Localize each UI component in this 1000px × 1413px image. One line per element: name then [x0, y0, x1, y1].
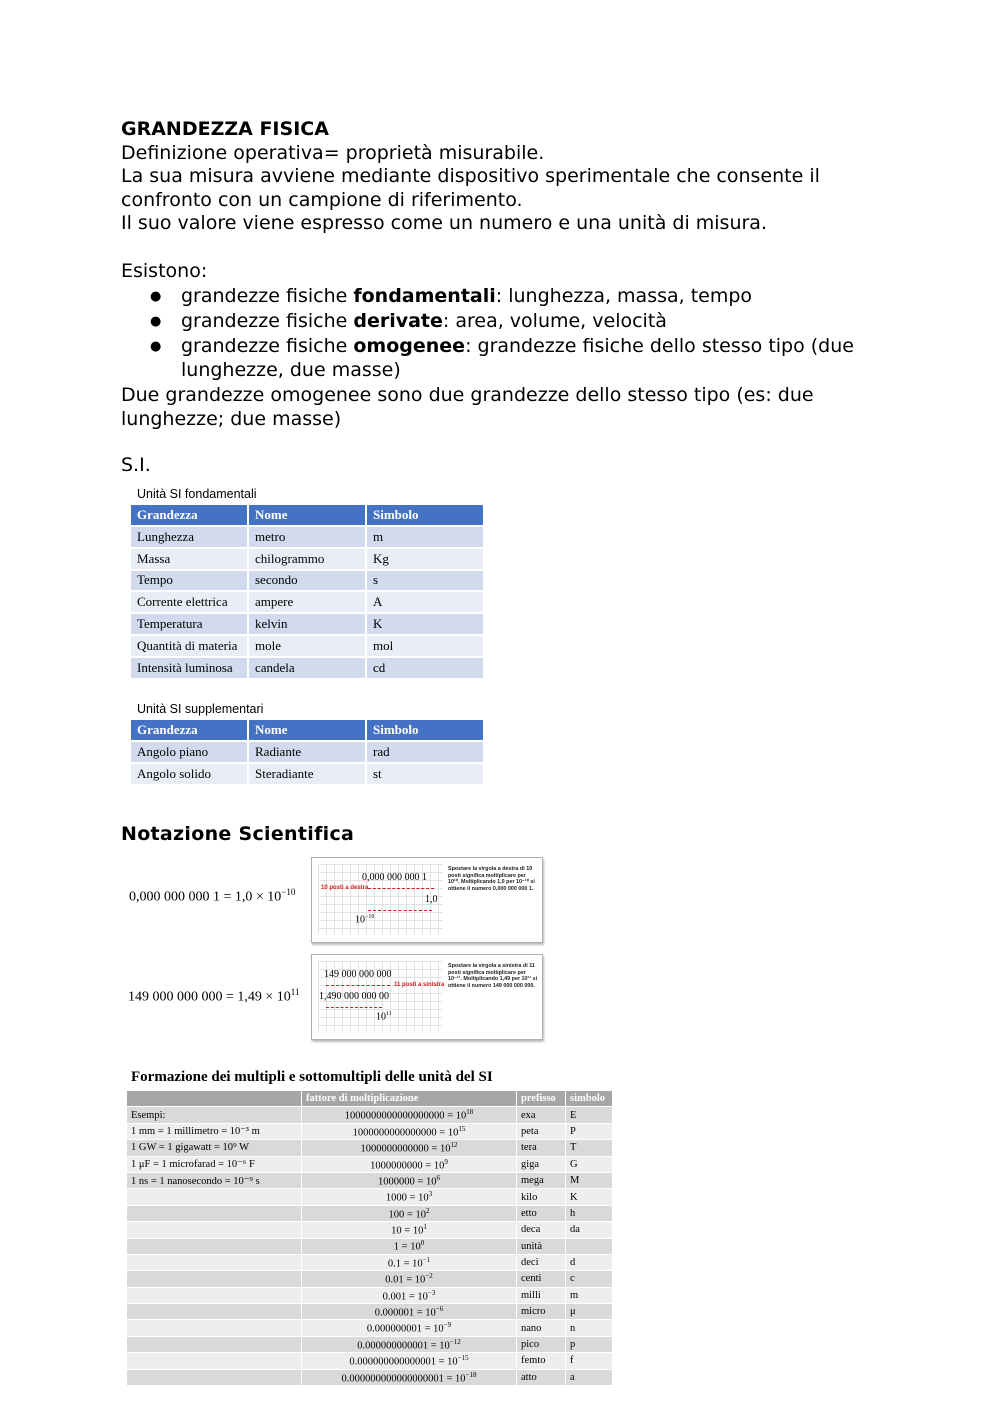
table-cell: Corrente elettrica: [131, 592, 247, 612]
factor-exponent: −18: [465, 1370, 477, 1379]
symbol-cell: da: [566, 1222, 612, 1237]
column-header: Grandezza: [131, 505, 247, 525]
column-header: Simbolo: [367, 720, 483, 740]
multipli-body: [127, 1107, 612, 1385]
grid-power: [355, 914, 374, 925]
prefix-cell: centi: [517, 1271, 565, 1286]
factor-base: 0.000000000000000001 = 10: [341, 1373, 466, 1385]
table-row: [127, 1107, 612, 1122]
column-header: [127, 1091, 301, 1106]
prefix-cell: micro: [517, 1304, 565, 1319]
table-row: [127, 1353, 612, 1368]
table-row: [127, 1157, 612, 1172]
symbol-cell: m: [566, 1288, 612, 1303]
table-cell: Massa: [131, 549, 247, 569]
equation-2: [128, 987, 299, 1006]
factor-exponent: 2: [425, 1206, 430, 1215]
example-cell: [127, 1206, 301, 1221]
table-cell: metro: [249, 527, 365, 547]
table-row: [131, 527, 483, 547]
table-row: [131, 614, 483, 634]
table-cell: m: [367, 527, 483, 547]
grid-result: 1,0: [425, 894, 438, 905]
table-row: [131, 658, 483, 678]
factor-base: 1000000000000 = 10: [360, 1143, 451, 1155]
table-cell: Intensità luminosa: [131, 658, 247, 678]
prefix-cell: etto: [517, 1206, 565, 1221]
prefix-cell: atto: [517, 1370, 565, 1385]
factor-base: 0.01 = 10: [385, 1274, 426, 1286]
shift-arrow: [326, 985, 390, 986]
factor-base: 1000000000 = 10: [370, 1160, 445, 1171]
grid-number: 0,000 000 000 1: [362, 872, 427, 883]
table-row: [127, 1288, 612, 1303]
doc-title: GRANDEZZA FISICA: [121, 118, 329, 140]
grid-power-base: 10: [376, 1011, 386, 1023]
example-cell: 1 μF = 1 microfarad = 10⁻⁶ F: [127, 1157, 301, 1172]
table-cell: rad: [367, 742, 483, 762]
column-header: simbolo: [566, 1091, 612, 1106]
fondamentali-body: [131, 527, 483, 678]
factor-exponent: −3: [427, 1288, 436, 1297]
factor-cell: [302, 1320, 516, 1335]
symbol-cell: P: [566, 1124, 612, 1139]
table-cell: Kg: [367, 549, 483, 569]
factor-exponent: 0: [420, 1239, 425, 1248]
factor-cell: [302, 1222, 516, 1237]
grid-power-exp: −10: [365, 914, 375, 920]
factor-base: 0.000000000001 = 10: [357, 1340, 450, 1352]
factor-base: 100 = 10: [388, 1209, 426, 1221]
equation-1: [129, 887, 295, 906]
example-cell: 1 ns = 1 nanosecondo = 10⁻⁹ s: [127, 1173, 301, 1188]
table-cell: st: [367, 764, 483, 784]
example-cell: [127, 1239, 301, 1254]
column-header: Simbolo: [367, 505, 483, 525]
exist-label: Esistono:: [121, 259, 208, 282]
factor-cell: [302, 1107, 516, 1122]
bullet-item: [121, 310, 861, 334]
symbol-cell: a: [566, 1370, 612, 1385]
symbol-cell: n: [566, 1320, 612, 1335]
column-header: prefisso: [517, 1091, 565, 1106]
factor-base: 0.000001 = 10: [374, 1307, 436, 1319]
symbol-cell: [566, 1239, 612, 1254]
prefix-cell: tera: [517, 1140, 565, 1155]
bullet-bold: fondamentali: [353, 285, 496, 308]
table-cell: Quantità di materia: [131, 636, 247, 656]
grid-result: 1,490 000 000 00: [319, 991, 389, 1002]
example-cell: [127, 1255, 301, 1270]
factor-base: 0.000000000000001 = 10: [349, 1356, 458, 1368]
bullet-text: : area, volume, velocità: [442, 310, 667, 333]
table-row: [127, 1255, 612, 1270]
bullet-text: grandezze fisiche: [181, 335, 354, 358]
factor-base: 0.1 = 10: [387, 1258, 423, 1270]
example-cell: [127, 1353, 301, 1368]
prefix-cell: kilo: [517, 1189, 565, 1204]
doc-line: Definizione operativa= proprietà misurabile.: [121, 141, 545, 164]
doc-line: La sua misura avviene mediante dispositivo sperimentale che consente il confronto con un campione di riferimento.: [121, 165, 820, 211]
factor-exponent: 15: [458, 1124, 466, 1133]
symbol-cell: μ: [566, 1304, 612, 1319]
symbol-cell: E: [566, 1107, 612, 1122]
shift-arrow: [368, 888, 434, 889]
panel-explanation: Spostare la virgola a destra di 10 posti significa moltiplicare per 10¹⁰. Moltiplicando 1,0 per 10⁻¹⁰ si ottiene il numero 0,000 000 000 1.: [448, 866, 535, 892]
table-row: [127, 1239, 612, 1254]
table-row: [127, 1337, 612, 1352]
factor-cell: [302, 1353, 516, 1368]
factor-base: 1000 = 10: [385, 1192, 429, 1204]
table-row: [127, 1304, 612, 1319]
equation-exponent: −10: [281, 887, 296, 897]
factor-cell: [302, 1173, 516, 1188]
factor-base: 0.000000001 = 10: [366, 1323, 444, 1335]
example-cell: Esempi:: [127, 1107, 301, 1122]
factor-cell: [302, 1239, 516, 1254]
grid-power-base: 10: [355, 914, 365, 926]
factor-cell: [302, 1288, 516, 1303]
equation-text: 149 000 000 000 = 1,49 × 10: [128, 989, 291, 1005]
table-cell: Tempo: [131, 571, 247, 591]
symbol-cell: G: [566, 1157, 612, 1172]
factor-base: 1000000000000000000 = 10: [344, 1110, 467, 1122]
factor-base: 1 = 10: [393, 1241, 421, 1253]
multipli-table: [126, 1090, 613, 1386]
example-cell: [127, 1222, 301, 1237]
factor-exponent: 3: [428, 1190, 433, 1199]
prefix-cell: milli: [517, 1288, 565, 1303]
factor-cell: [302, 1271, 516, 1286]
factor-base: 0.001 = 10: [382, 1291, 428, 1303]
symbol-cell: T: [566, 1140, 612, 1155]
factor-cell: [302, 1189, 516, 1204]
grid-shift-label: 10 posti a destra: [321, 885, 369, 891]
table-cell: mole: [249, 636, 365, 656]
symbol-cell: d: [566, 1255, 612, 1270]
factor-exponent: −9: [443, 1321, 452, 1330]
grid-number: 149 000 000 000: [324, 969, 392, 980]
table-row: [131, 549, 483, 569]
prefix-cell: nano: [517, 1320, 565, 1335]
factor-base: 1000000000000000 = 10: [352, 1127, 459, 1139]
table-cell: Angolo piano: [131, 742, 247, 762]
factor-exponent: −6: [435, 1305, 444, 1314]
bullet-item: [121, 335, 861, 382]
factor-cell: [302, 1370, 516, 1385]
doc-line: Il suo valore viene espresso come un numero e una unità di misura.: [121, 212, 767, 235]
prefix-cell: pico: [517, 1337, 565, 1352]
symbol-cell: K: [566, 1189, 612, 1204]
symbol-cell: c: [566, 1271, 612, 1286]
table-cell: chilogrammo: [249, 549, 365, 569]
table-row: [131, 742, 483, 762]
prefix-cell: unità: [517, 1239, 565, 1254]
bullet-text: : grandezze fisiche dello stesso tipo (due lunghezze, due masse): [181, 335, 854, 381]
example-panel-1: [311, 857, 543, 943]
table-cell: kelvin: [249, 614, 365, 634]
factor-cell: [302, 1304, 516, 1319]
document-body: [121, 118, 861, 431]
example-cell: [127, 1320, 301, 1335]
table-cell: Temperatura: [131, 614, 247, 634]
example-cell: [127, 1189, 301, 1204]
prefix-cell: exa: [517, 1107, 565, 1122]
prefix-cell: deca: [517, 1222, 565, 1237]
factor-exponent: −12: [449, 1337, 461, 1346]
supplementari-caption: Unità SI supplementari: [137, 702, 264, 716]
multipli-title: Formazione dei multipli e sottomultipli delle unità del SI: [131, 1069, 493, 1085]
example-cell: 1 GW = 1 gigawatt = 10⁹ W: [127, 1140, 301, 1155]
factor-cell: [302, 1255, 516, 1270]
bullet-text: grandezze fisiche: [181, 310, 354, 333]
factor-base: 10 = 10: [391, 1225, 424, 1237]
bullet-bold: derivate: [353, 310, 443, 333]
table-row: [127, 1140, 612, 1155]
table-row: [127, 1370, 612, 1385]
prefix-cell: mega: [517, 1173, 565, 1188]
factor-exponent: −1: [422, 1255, 431, 1264]
factor-exponent: 12: [450, 1141, 458, 1150]
table-row: [127, 1271, 612, 1286]
bullet-item: [121, 285, 861, 309]
column-header: Nome: [249, 505, 365, 525]
example-cell: [127, 1337, 301, 1352]
symbol-cell: p: [566, 1337, 612, 1352]
table-cell: A: [367, 592, 483, 612]
factor-cell: [302, 1206, 516, 1221]
factor-exponent: 1: [423, 1223, 427, 1232]
table-cell: ampere: [249, 592, 365, 612]
table-cell: Angolo solido: [131, 764, 247, 784]
table-row: [127, 1320, 612, 1335]
bullet-text: : lunghezza, massa, tempo: [495, 285, 753, 308]
fondamentali-caption: Unità SI fondamentali: [137, 487, 257, 501]
example-cell: [127, 1304, 301, 1319]
prefix-cell: giga: [517, 1157, 565, 1172]
table-cell: candela: [249, 658, 365, 678]
example-panel-2: [311, 954, 543, 1040]
table-row: [127, 1173, 612, 1188]
table-cell: Steradiante: [249, 764, 365, 784]
factor-exponent: 9: [444, 1157, 448, 1166]
factor-cell: [302, 1337, 516, 1352]
panel-explanation: Spostare la virgola a sinistra di 11 posti significa moltiplicare per 10⁻¹¹. Moltiplicando 1,49 per 10¹¹ si ottiene il numero 149 000 000 000.: [448, 963, 538, 989]
column-header: Grandezza: [131, 720, 247, 740]
table-cell: Lunghezza: [131, 527, 247, 547]
bullet-list: [121, 285, 861, 382]
table-cell: secondo: [249, 571, 365, 591]
omogenee-note: Due grandezze omogenee sono due grandezze dello stesso tipo (es: due lunghezze; due masse): [121, 384, 814, 430]
symbol-cell: h: [566, 1206, 612, 1221]
table-row: [127, 1189, 612, 1204]
factor-exponent: −2: [425, 1272, 433, 1281]
table-row: [127, 1222, 612, 1237]
factor-cell: [302, 1157, 516, 1172]
equation-exponent: 11: [290, 987, 300, 997]
factor-base: 1000000 = 10: [378, 1176, 437, 1188]
grid-power-exp: 11: [386, 1011, 392, 1017]
factor-cell: [302, 1124, 516, 1139]
prefix-cell: femto: [517, 1353, 565, 1368]
table-row: [131, 764, 483, 784]
column-header: Nome: [249, 720, 365, 740]
example-cell: [127, 1288, 301, 1303]
supplementari-table: [129, 718, 485, 786]
table-cell: mol: [367, 636, 483, 656]
example-cell: [127, 1370, 301, 1385]
bullet-bold: omogenee: [353, 335, 466, 358]
example-cell: [127, 1271, 301, 1286]
factor-exponent: −15: [457, 1354, 469, 1363]
table-row: [127, 1124, 612, 1139]
table-cell: K: [367, 614, 483, 634]
example-cell: 1 mm = 1 millimetro = 10⁻³ m: [127, 1124, 301, 1139]
table-row: [131, 571, 483, 591]
shift-arrow: [368, 910, 432, 911]
factor-exponent: 6: [436, 1173, 440, 1182]
table-cell: Radiante: [249, 742, 365, 762]
fondamentali-table: [129, 503, 485, 680]
grid-shift-label: 11 posti a sinistra: [394, 982, 445, 988]
table-row: [127, 1206, 612, 1221]
notazione-title: Notazione Scientifica: [121, 823, 355, 845]
table-cell: s: [367, 571, 483, 591]
bullet-text: grandezze fisiche: [181, 285, 354, 308]
symbol-cell: M: [566, 1173, 612, 1188]
table-cell: cd: [367, 658, 483, 678]
table-row: [131, 636, 483, 656]
prefix-cell: deci: [517, 1255, 565, 1270]
symbol-cell: f: [566, 1353, 612, 1368]
grid-power: [376, 1011, 392, 1022]
si-label: S.I.: [121, 454, 151, 476]
table-row: [131, 592, 483, 612]
column-header: fattore di moltiplicazione: [302, 1091, 516, 1106]
factor-cell: [302, 1140, 516, 1155]
factor-exponent: 18: [466, 1108, 474, 1117]
prefix-cell: peta: [517, 1124, 565, 1139]
supplementari-body: [131, 742, 483, 784]
shift-arrow: [326, 1007, 382, 1008]
equation-text: 0,000 000 000 1 = 1,0 × 10: [129, 889, 282, 905]
